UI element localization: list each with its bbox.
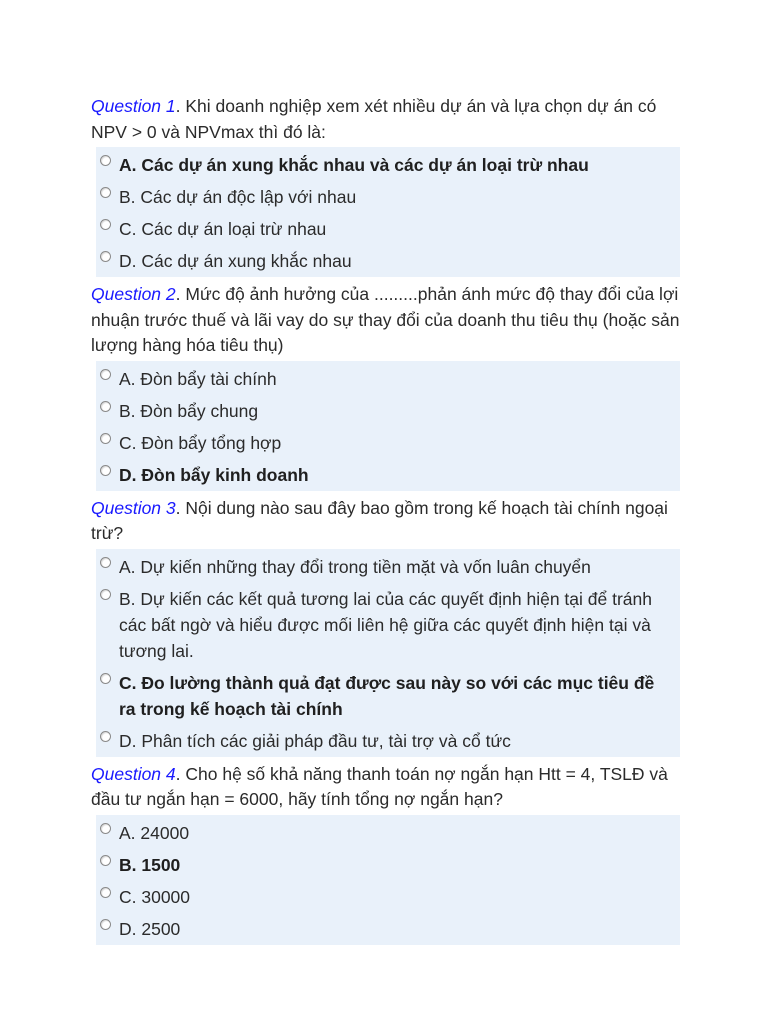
question-block bbox=[91, 496, 691, 757]
answer-text: B. Đòn bẩy chung bbox=[119, 400, 259, 421]
answer-options bbox=[96, 361, 680, 491]
radio-icon[interactable] bbox=[100, 465, 111, 476]
answer-option-a[interactable] bbox=[96, 551, 680, 583]
quiz-document bbox=[91, 94, 691, 950]
answer-option-d[interactable] bbox=[96, 913, 680, 945]
radio-icon[interactable] bbox=[100, 589, 111, 600]
question-label: Question 1 bbox=[91, 96, 176, 116]
question-label: Question 4 bbox=[91, 763, 176, 784]
answer-option-b[interactable] bbox=[96, 583, 680, 667]
question-text bbox=[91, 94, 691, 145]
question-body: . Cho hệ số khả năng thanh toán nợ ngắn hạn Htt = 4, TSLĐ và đầu tư ngắn hạn = 6000, hãy tính tổng nợ ngắn hạn? bbox=[91, 763, 668, 809]
answer-text: A. 24000 bbox=[119, 822, 190, 843]
radio-icon[interactable] bbox=[100, 401, 111, 412]
answer-option-d[interactable] bbox=[96, 725, 680, 757]
answer-options bbox=[96, 549, 680, 757]
answer-option-b[interactable] bbox=[96, 849, 680, 881]
radio-icon[interactable] bbox=[100, 433, 111, 444]
answer-text: D. Đòn bẩy kinh doanh bbox=[119, 464, 309, 485]
question-label: Question 3 bbox=[91, 497, 176, 518]
answer-option-d[interactable] bbox=[96, 245, 680, 277]
radio-icon[interactable] bbox=[100, 557, 111, 568]
question-body: . Khi doanh nghiệp xem xét nhiều dự án và lựa chọn dự án có NPV > 0 và NPVmax thì đó là: bbox=[91, 96, 657, 142]
radio-icon[interactable] bbox=[100, 919, 111, 930]
radio-icon[interactable] bbox=[100, 155, 111, 166]
question-body: . Mức độ ảnh hưởng của .........phản ánh mức độ thay đổi của lợi nhuận trước thuế và lãi vay do sự thay đổi của doanh thu tiêu thụ (hoặc sản lượng hàng hóa tiêu thụ) bbox=[91, 284, 680, 355]
radio-icon[interactable] bbox=[100, 731, 111, 742]
answer-text: B. Các dự án độc lập với nhau bbox=[119, 187, 357, 207]
question-text bbox=[91, 496, 691, 547]
answer-option-c[interactable] bbox=[96, 667, 680, 725]
question-text bbox=[91, 762, 691, 813]
question-label: Question 2 bbox=[91, 284, 176, 304]
answer-text: A. Dự kiến những thay đổi trong tiền mặt và vốn luân chuyển bbox=[119, 556, 591, 577]
answer-option-b[interactable] bbox=[96, 181, 680, 213]
question-block bbox=[91, 94, 691, 277]
question-body: . Nội dung nào sau đây bao gồm trong kế hoạch tài chính ngoại trừ? bbox=[91, 497, 668, 543]
answer-text: C. Đo lường thành quả đạt được sau này so với các mục tiêu đề ra trong kế hoạch tài chính bbox=[119, 672, 655, 719]
answer-options bbox=[96, 147, 680, 277]
radio-icon[interactable] bbox=[100, 187, 111, 198]
radio-icon[interactable] bbox=[100, 219, 111, 230]
answer-text: B. 1500 bbox=[119, 854, 181, 875]
answer-options bbox=[96, 815, 680, 945]
answer-text: D. Các dự án xung khắc nhau bbox=[119, 251, 352, 271]
answer-text: A. Các dự án xung khắc nhau và các dự án loại trừ nhau bbox=[119, 155, 589, 175]
answer-text: B. Dự kiến các kết quả tương lai của các quyết định hiện tại để tránh các bất ngờ và hiểu được mối liên hệ giữa các quyết định hiện tại và tương lai. bbox=[119, 588, 652, 661]
question-block bbox=[91, 282, 691, 491]
answer-text: C. 30000 bbox=[119, 886, 191, 907]
question-block bbox=[91, 762, 691, 945]
radio-icon[interactable] bbox=[100, 887, 111, 898]
radio-icon[interactable] bbox=[100, 251, 111, 262]
radio-icon[interactable] bbox=[100, 369, 111, 380]
answer-option-a[interactable] bbox=[96, 817, 680, 849]
answer-text: D. Phân tích các giải pháp đầu tư, tài trợ và cổ tức bbox=[119, 730, 511, 751]
radio-icon[interactable] bbox=[100, 823, 111, 834]
answer-text: A. Đòn bẩy tài chính bbox=[119, 368, 277, 389]
answer-option-c[interactable] bbox=[96, 881, 680, 913]
question-text bbox=[91, 282, 691, 359]
answer-option-d[interactable] bbox=[96, 459, 680, 491]
answer-text: C. Đòn bẩy tổng hợp bbox=[119, 432, 282, 453]
answer-option-a[interactable] bbox=[96, 149, 680, 181]
answer-text: D. 2500 bbox=[119, 918, 181, 939]
answer-text: C. Các dự án loại trừ nhau bbox=[119, 219, 327, 239]
radio-icon[interactable] bbox=[100, 855, 111, 866]
answer-option-b[interactable] bbox=[96, 395, 680, 427]
answer-option-a[interactable] bbox=[96, 363, 680, 395]
answer-option-c[interactable] bbox=[96, 213, 680, 245]
radio-icon[interactable] bbox=[100, 673, 111, 684]
answer-option-c[interactable] bbox=[96, 427, 680, 459]
